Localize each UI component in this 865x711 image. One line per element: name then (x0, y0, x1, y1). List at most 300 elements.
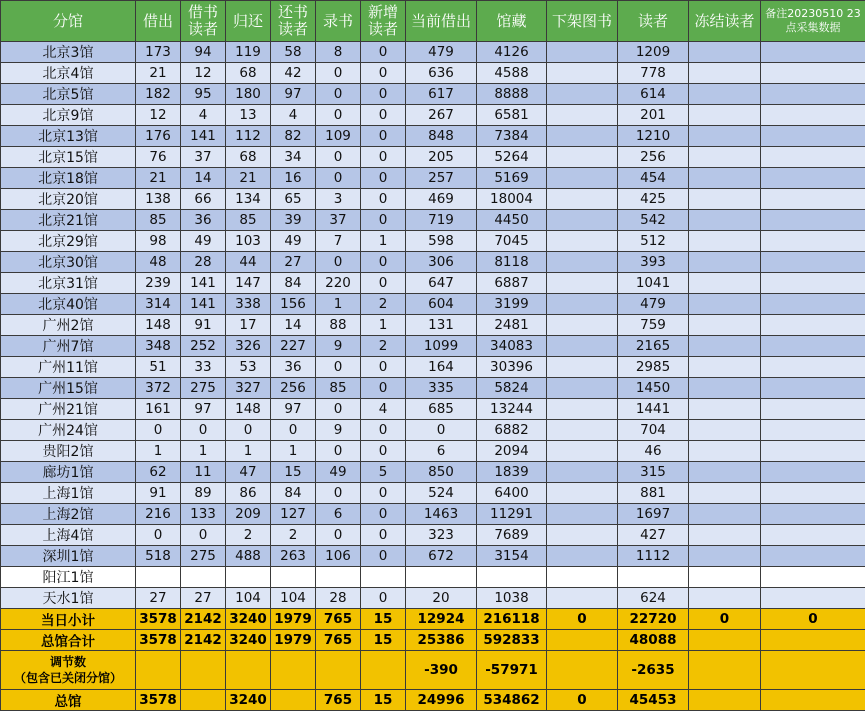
table-cell: 2 (271, 525, 316, 546)
table-cell: 850 (406, 462, 477, 483)
table-cell: 209 (226, 504, 271, 525)
summary-cell: 3578 (136, 690, 181, 711)
table-cell: 3199 (477, 294, 547, 315)
table-cell (547, 168, 618, 189)
table-cell: 148 (226, 399, 271, 420)
table-cell: 94 (181, 42, 226, 63)
branch-name-cell: 北京21馆 (1, 210, 136, 231)
table-cell (181, 567, 226, 588)
table-cell: 614 (618, 84, 689, 105)
branch-name-cell: 广州21馆 (1, 399, 136, 420)
table-cell: 778 (618, 63, 689, 84)
branch-name-cell: 广州11馆 (1, 357, 136, 378)
table-cell (761, 483, 865, 504)
table-cell: 5 (361, 462, 406, 483)
summary-cell: -57971 (477, 651, 547, 690)
branch-name-cell: 贵阳2馆 (1, 441, 136, 462)
table-cell: 0 (316, 357, 361, 378)
table-cell (406, 567, 477, 588)
table-cell: 4588 (477, 63, 547, 84)
table-cell: 161 (136, 399, 181, 420)
summary-cell (761, 630, 865, 651)
table-row (1, 147, 865, 168)
table-cell: 1463 (406, 504, 477, 525)
table-row (1, 546, 865, 567)
summary-cell (181, 651, 226, 690)
table-cell (689, 252, 761, 273)
table-cell: 42 (271, 63, 316, 84)
table-cell: 1 (226, 441, 271, 462)
table-cell: 48 (136, 252, 181, 273)
table-cell: 12 (136, 105, 181, 126)
table-cell: 256 (271, 378, 316, 399)
summary-cell (361, 651, 406, 690)
table-cell (689, 336, 761, 357)
summary-cell: 15 (361, 690, 406, 711)
table-cell: 28 (181, 252, 226, 273)
summary-cell: 15 (361, 609, 406, 630)
col-header-removed-books: 下架图书 (547, 1, 618, 42)
table-cell (761, 357, 865, 378)
table-cell: 4126 (477, 42, 547, 63)
table-cell: 88 (316, 315, 361, 336)
table-cell: 263 (271, 546, 316, 567)
summary-cell (547, 630, 618, 651)
table-cell: 719 (406, 210, 477, 231)
table-cell (361, 567, 406, 588)
table-cell: 252 (181, 336, 226, 357)
table-row (1, 42, 865, 63)
summary-cell (761, 690, 865, 711)
table-cell: 141 (181, 273, 226, 294)
branch-name-cell: 北京40馆 (1, 294, 136, 315)
table-cell: 6 (316, 504, 361, 525)
table-cell (761, 546, 865, 567)
table-cell (689, 42, 761, 63)
table-cell (761, 420, 865, 441)
table-cell: 65 (271, 189, 316, 210)
table-cell: 148 (136, 315, 181, 336)
table-cell: 4450 (477, 210, 547, 231)
table-cell (689, 567, 761, 588)
table-row (1, 168, 865, 189)
table-cell: 91 (181, 315, 226, 336)
table-cell: 20 (406, 588, 477, 609)
table-cell (689, 483, 761, 504)
table-cell: 327 (226, 378, 271, 399)
table-cell (761, 399, 865, 420)
col-header-borrow-readers: 借书读者 (181, 1, 226, 42)
table-cell (271, 567, 316, 588)
table-cell: 0 (361, 588, 406, 609)
table-cell: 104 (226, 588, 271, 609)
table-cell (689, 273, 761, 294)
table-cell: 0 (316, 399, 361, 420)
col-header-borrowed: 借出 (136, 1, 181, 42)
table-cell: 0 (226, 420, 271, 441)
table-cell (547, 210, 618, 231)
table-cell: 0 (181, 525, 226, 546)
table-cell (689, 231, 761, 252)
table-cell: 0 (406, 420, 477, 441)
branch-name-cell: 深圳1馆 (1, 546, 136, 567)
table-cell (761, 84, 865, 105)
table-cell: 1209 (618, 42, 689, 63)
table-cell: 604 (406, 294, 477, 315)
table-cell: 14 (271, 315, 316, 336)
branch-name-cell: 北京31馆 (1, 273, 136, 294)
table-cell: 0 (361, 483, 406, 504)
table-cell (761, 126, 865, 147)
table-cell: 0 (361, 504, 406, 525)
table-cell (689, 147, 761, 168)
table-cell: 1839 (477, 462, 547, 483)
table-row (1, 336, 865, 357)
summary-cell: 22720 (618, 609, 689, 630)
table-cell: 0 (316, 168, 361, 189)
table-cell (316, 567, 361, 588)
table-cell: 106 (316, 546, 361, 567)
table-cell: 13244 (477, 399, 547, 420)
table-row (1, 588, 865, 609)
table-cell: 2094 (477, 441, 547, 462)
table-cell (689, 168, 761, 189)
table-cell: 2 (361, 336, 406, 357)
table-cell: 0 (361, 126, 406, 147)
table-row (1, 504, 865, 525)
table-cell: 0 (361, 525, 406, 546)
table-cell (761, 315, 865, 336)
summary-label: 调节数 (1, 654, 135, 670)
table-cell: 147 (226, 273, 271, 294)
table-cell (761, 210, 865, 231)
table-cell: 18004 (477, 189, 547, 210)
table-cell: 275 (181, 378, 226, 399)
table-cell (547, 399, 618, 420)
table-cell: 624 (618, 588, 689, 609)
table-cell: 227 (271, 336, 316, 357)
summary-cell: 3578 (136, 609, 181, 630)
col-header-current-loans: 当前借出 (406, 1, 477, 42)
table-cell: 21 (226, 168, 271, 189)
table-cell (689, 504, 761, 525)
table-cell (689, 210, 761, 231)
table-cell (761, 231, 865, 252)
summary-cell: 765 (316, 630, 361, 651)
table-cell: 8118 (477, 252, 547, 273)
summary-row (1, 690, 865, 711)
col-header-notes: 备注20230510 23点采集数据 (761, 1, 865, 42)
table-cell: 0 (316, 147, 361, 168)
table-cell: 1112 (618, 546, 689, 567)
branch-name-cell: 北京5馆 (1, 84, 136, 105)
table-cell (547, 567, 618, 588)
summary-cell (226, 651, 271, 690)
summary-cell (761, 651, 865, 690)
table-row (1, 378, 865, 399)
table-cell: 97 (271, 399, 316, 420)
table-cell: 1210 (618, 126, 689, 147)
summary-cell (547, 651, 618, 690)
table-cell: 372 (136, 378, 181, 399)
table-cell: 617 (406, 84, 477, 105)
summary-cell (271, 651, 316, 690)
table-cell: 2 (226, 525, 271, 546)
table-cell: 1 (181, 441, 226, 462)
table-row (1, 399, 865, 420)
table-cell (689, 315, 761, 336)
table-cell: 47 (226, 462, 271, 483)
table-cell: 44 (226, 252, 271, 273)
table-cell: 518 (136, 546, 181, 567)
table-body (1, 42, 865, 711)
table-cell: 0 (361, 420, 406, 441)
table-row (1, 273, 865, 294)
table-cell: 68 (226, 147, 271, 168)
table-cell: 881 (618, 483, 689, 504)
table-cell: 3154 (477, 546, 547, 567)
table-cell: 257 (406, 168, 477, 189)
table-cell: 542 (618, 210, 689, 231)
branch-name-cell: 北京18馆 (1, 168, 136, 189)
table-cell: 848 (406, 126, 477, 147)
table-cell (547, 441, 618, 462)
table-cell: 0 (316, 105, 361, 126)
table-cell (136, 567, 181, 588)
col-header-new-readers: 新增读者 (361, 1, 406, 42)
table-cell: 512 (618, 231, 689, 252)
table-cell: 176 (136, 126, 181, 147)
summary-cell (181, 690, 226, 711)
table-cell: 49 (181, 231, 226, 252)
table-cell: 201 (618, 105, 689, 126)
branch-name-cell: 廊坊1馆 (1, 462, 136, 483)
table-cell: 636 (406, 63, 477, 84)
table-row (1, 462, 865, 483)
table-cell: 0 (361, 252, 406, 273)
summary-cell: 3240 (226, 609, 271, 630)
table-cell: 4 (181, 105, 226, 126)
summary-label-cell (1, 651, 136, 690)
table-cell: 685 (406, 399, 477, 420)
table-cell: 76 (136, 147, 181, 168)
branch-name-cell: 北京15馆 (1, 147, 136, 168)
table-cell: 216 (136, 504, 181, 525)
table-cell: 27 (136, 588, 181, 609)
summary-cell: 45453 (618, 690, 689, 711)
table-cell (761, 252, 865, 273)
table-cell (547, 588, 618, 609)
table-cell: 51 (136, 357, 181, 378)
summary-label-cell: 当日小计 (1, 609, 136, 630)
table-cell: 97 (181, 399, 226, 420)
table-cell: 11291 (477, 504, 547, 525)
table-row (1, 483, 865, 504)
table-cell: 85 (226, 210, 271, 231)
table-cell: 53 (226, 357, 271, 378)
table-cell: 1041 (618, 273, 689, 294)
table-cell: 1 (271, 441, 316, 462)
table-cell (477, 567, 547, 588)
table-cell (547, 483, 618, 504)
branch-name-cell: 阳江1馆 (1, 567, 136, 588)
table-cell: 84 (271, 483, 316, 504)
table-cell: 326 (226, 336, 271, 357)
table-cell: 6581 (477, 105, 547, 126)
table-cell: 141 (181, 294, 226, 315)
col-header-cataloged: 录书 (316, 1, 361, 42)
table-cell (761, 168, 865, 189)
table-cell: 173 (136, 42, 181, 63)
table-cell: 134 (226, 189, 271, 210)
summary-cell (689, 651, 761, 690)
table-cell (689, 84, 761, 105)
table-cell: 15 (271, 462, 316, 483)
table-cell: 46 (618, 441, 689, 462)
summary-label-cell: 总馆 (1, 690, 136, 711)
table-cell: 0 (316, 84, 361, 105)
table-cell (547, 315, 618, 336)
summary-cell: -390 (406, 651, 477, 690)
summary-cell: 216118 (477, 609, 547, 630)
table-cell: 1 (361, 315, 406, 336)
table-cell: 0 (361, 273, 406, 294)
table-cell: 4 (271, 105, 316, 126)
col-header-branch: 分馆 (1, 1, 136, 42)
table-cell: 6400 (477, 483, 547, 504)
summary-cell (316, 651, 361, 690)
summary-cell: 0 (547, 609, 618, 630)
table-cell: 1 (316, 294, 361, 315)
table-cell (547, 252, 618, 273)
table-cell: 164 (406, 357, 477, 378)
table-cell: 6887 (477, 273, 547, 294)
table-row (1, 210, 865, 231)
branch-name-cell: 广州15馆 (1, 378, 136, 399)
table-row (1, 126, 865, 147)
table-cell: 11 (181, 462, 226, 483)
table-cell: 156 (271, 294, 316, 315)
table-cell: 1 (361, 231, 406, 252)
table-cell: 12 (181, 63, 226, 84)
table-cell (761, 525, 865, 546)
table-cell (689, 189, 761, 210)
branch-name-cell: 上海1馆 (1, 483, 136, 504)
table-cell: 85 (316, 378, 361, 399)
summary-cell: 1979 (271, 630, 316, 651)
table-cell (547, 63, 618, 84)
table-cell: 393 (618, 252, 689, 273)
table-cell: 86 (226, 483, 271, 504)
table-cell (547, 189, 618, 210)
table-cell: 21 (136, 168, 181, 189)
table-cell: 8888 (477, 84, 547, 105)
summary-cell (136, 651, 181, 690)
table-cell (547, 294, 618, 315)
table-cell (761, 567, 865, 588)
table-cell (761, 378, 865, 399)
table-cell: 5264 (477, 147, 547, 168)
table-cell: 1697 (618, 504, 689, 525)
table-cell: 49 (271, 231, 316, 252)
table-cell: 479 (406, 42, 477, 63)
branch-name-cell: 广州24馆 (1, 420, 136, 441)
table-cell (618, 567, 689, 588)
table-cell: 0 (316, 483, 361, 504)
summary-cell: 765 (316, 609, 361, 630)
branch-name-cell: 北京29馆 (1, 231, 136, 252)
table-cell: 112 (226, 126, 271, 147)
table-cell (547, 525, 618, 546)
table-cell (761, 147, 865, 168)
table-row (1, 441, 865, 462)
table-cell: 91 (136, 483, 181, 504)
summary-cell: 2142 (181, 630, 226, 651)
summary-cell: 12924 (406, 609, 477, 630)
table-cell: 647 (406, 273, 477, 294)
summary-cell: 0 (761, 609, 865, 630)
table-cell (761, 189, 865, 210)
summary-row (1, 651, 865, 690)
table-cell (761, 63, 865, 84)
table-cell: 0 (271, 420, 316, 441)
branch-name-cell: 北京4馆 (1, 63, 136, 84)
table-cell: 323 (406, 525, 477, 546)
branch-name-cell: 北京13馆 (1, 126, 136, 147)
table-cell (761, 588, 865, 609)
branch-name-cell: 北京30馆 (1, 252, 136, 273)
table-cell: 30396 (477, 357, 547, 378)
table-cell: 138 (136, 189, 181, 210)
table-cell (689, 294, 761, 315)
table-cell: 267 (406, 105, 477, 126)
table-cell: 524 (406, 483, 477, 504)
table-cell: 488 (226, 546, 271, 567)
table-row (1, 525, 865, 546)
branch-name-cell: 上海2馆 (1, 504, 136, 525)
table-cell: 9 (316, 336, 361, 357)
table-cell: 0 (316, 441, 361, 462)
table-cell (689, 63, 761, 84)
summary-cell: 1979 (271, 609, 316, 630)
table-cell: 0 (316, 252, 361, 273)
table-cell: 109 (316, 126, 361, 147)
table-cell: 13 (226, 105, 271, 126)
table-cell: 759 (618, 315, 689, 336)
table-cell: 479 (618, 294, 689, 315)
table-cell: 314 (136, 294, 181, 315)
table-cell: 348 (136, 336, 181, 357)
table-cell: 33 (181, 357, 226, 378)
summary-cell: 15 (361, 630, 406, 651)
branch-name-cell: 天水1馆 (1, 588, 136, 609)
table-cell (547, 105, 618, 126)
summary-row (1, 630, 865, 651)
table-cell: 454 (618, 168, 689, 189)
table-cell: 7384 (477, 126, 547, 147)
table-cell: 2985 (618, 357, 689, 378)
table-cell: 182 (136, 84, 181, 105)
table-cell: 5824 (477, 378, 547, 399)
table-cell: 89 (181, 483, 226, 504)
table-cell (547, 378, 618, 399)
table-cell (689, 357, 761, 378)
table-cell: 1099 (406, 336, 477, 357)
table-cell: 62 (136, 462, 181, 483)
table-row (1, 105, 865, 126)
table-cell (689, 399, 761, 420)
table-cell: 315 (618, 462, 689, 483)
